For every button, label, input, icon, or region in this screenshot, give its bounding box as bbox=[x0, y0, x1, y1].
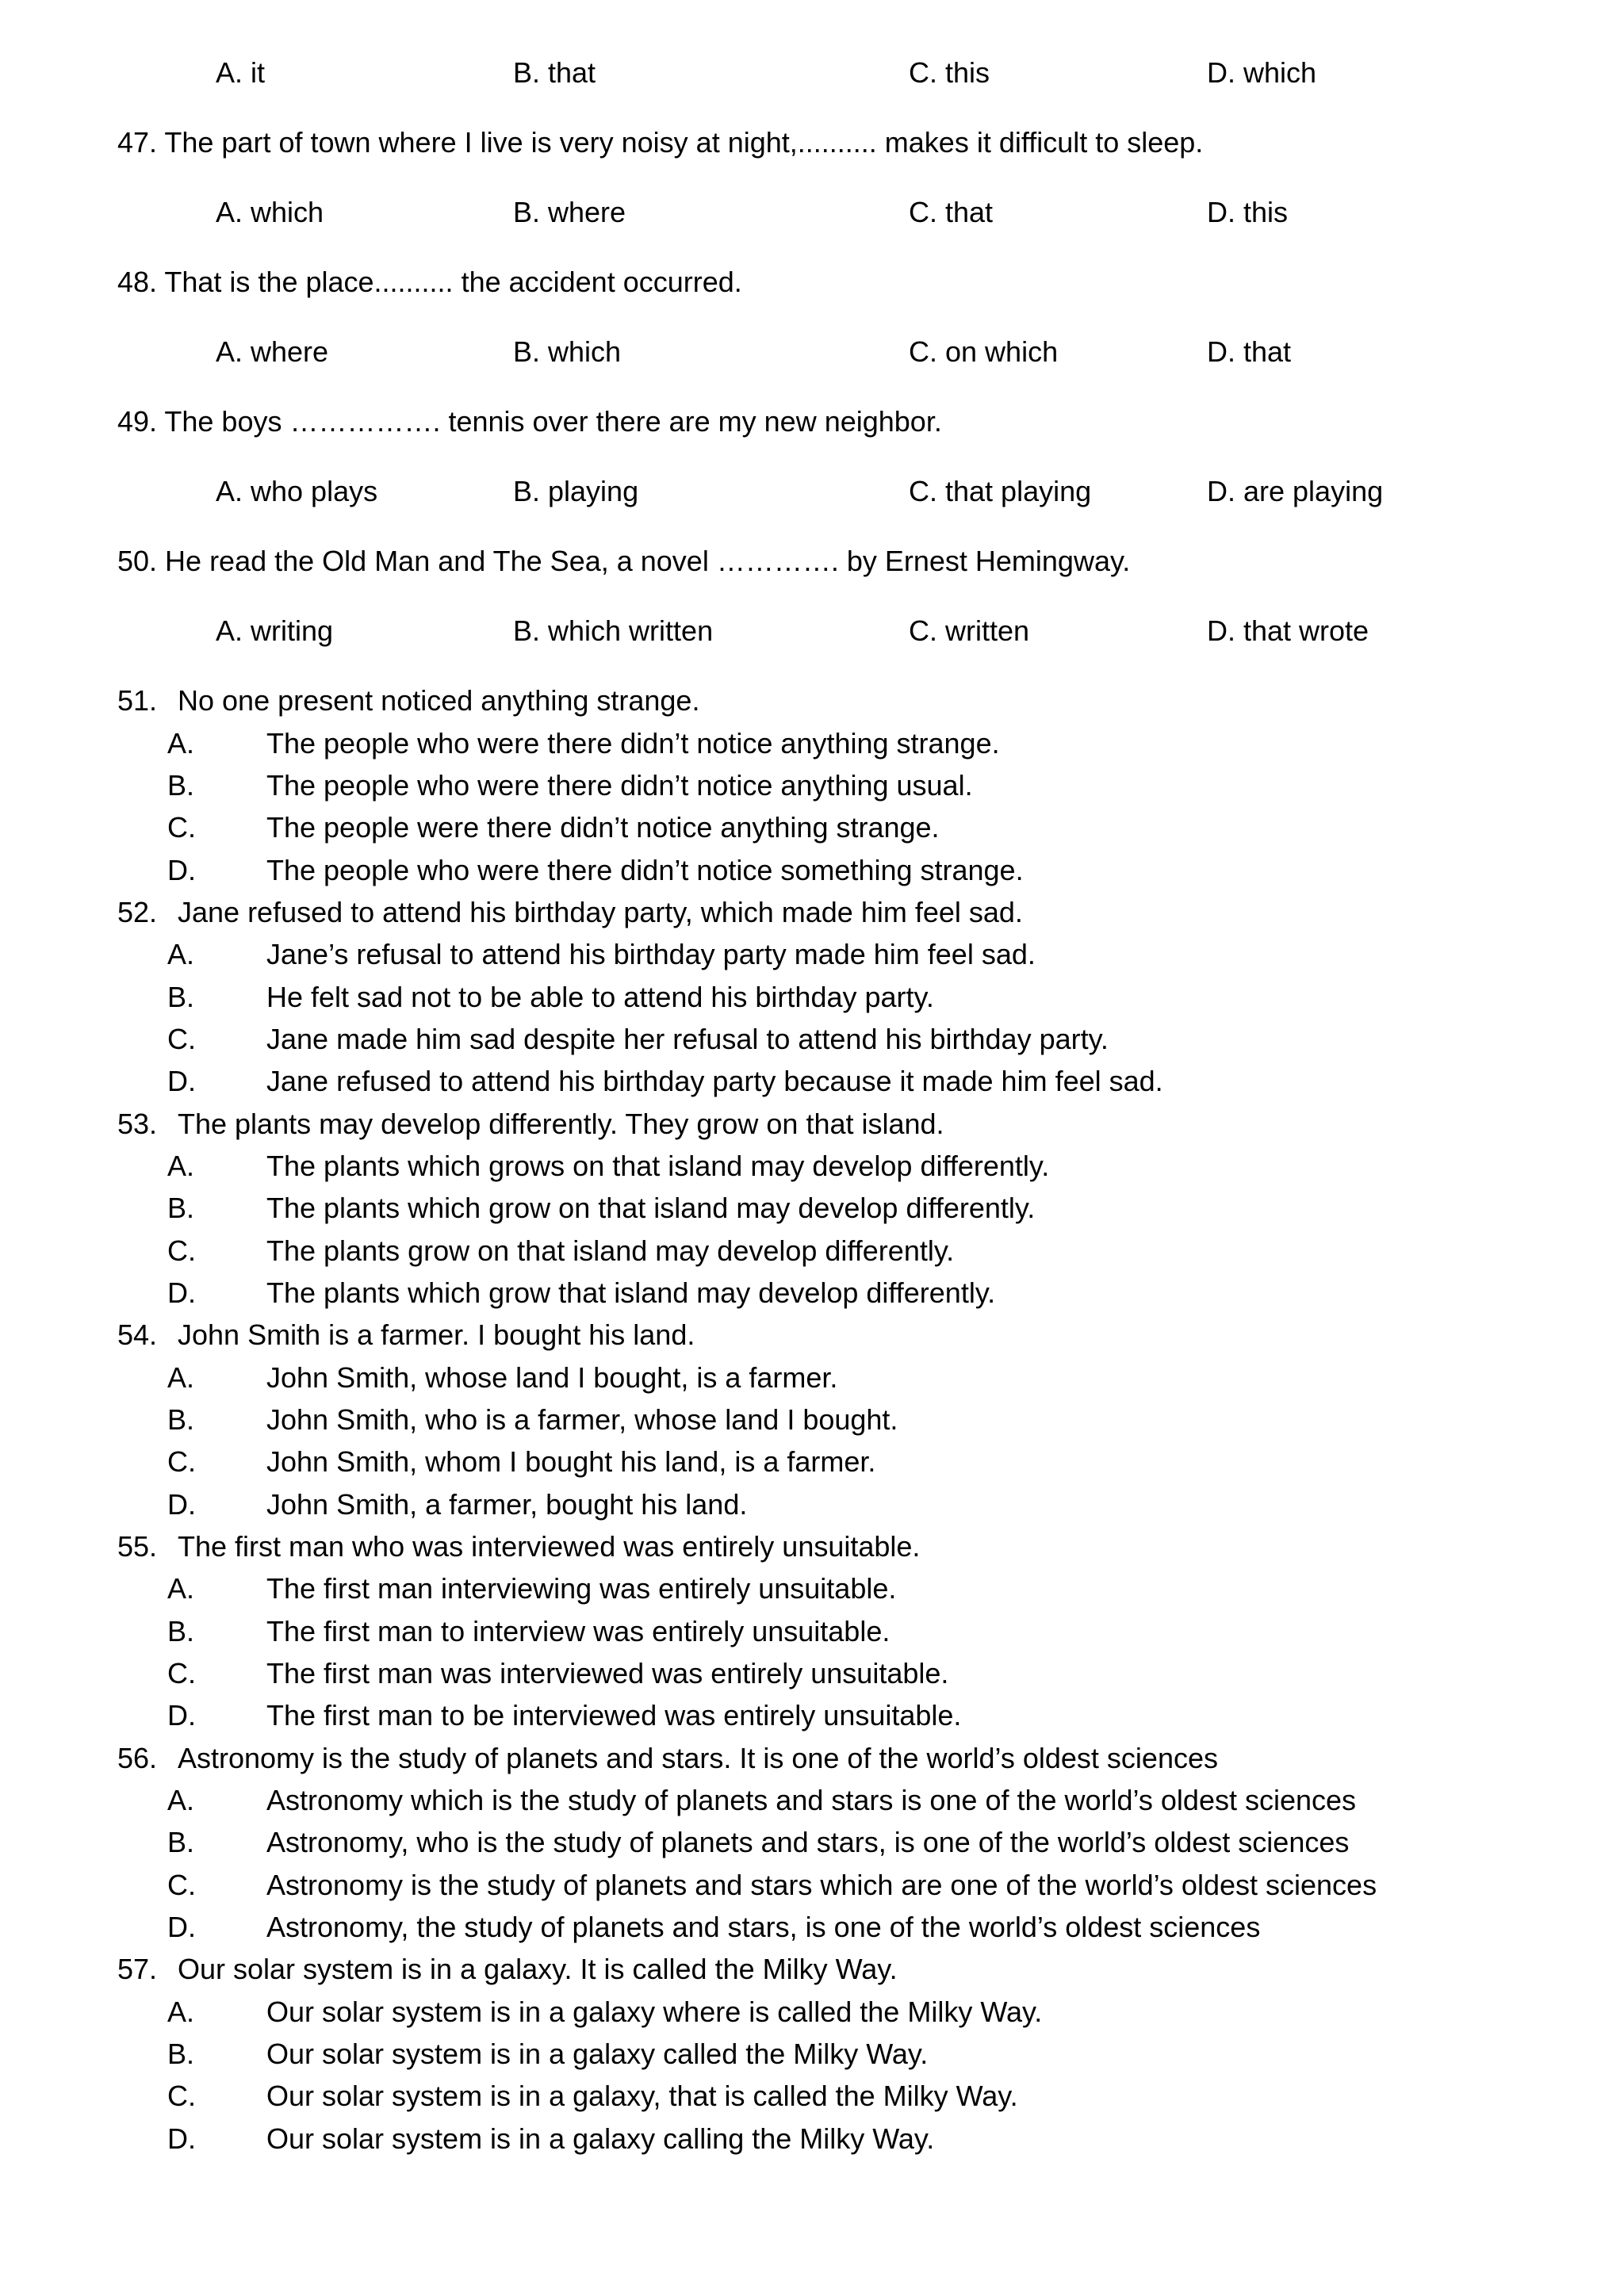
question-text: Astronomy is the study of planets and stars. It is one of the world’s oldest sciences bbox=[178, 1742, 1218, 1774]
q55-choice-a bbox=[167, 1571, 1595, 1606]
choice-text: The plants which grow that island may develop differently. bbox=[266, 1276, 996, 1309]
q54-choice-a bbox=[167, 1360, 1595, 1395]
choice-letter: A. bbox=[167, 938, 195, 970]
choice-letter: D. bbox=[167, 1276, 196, 1309]
q48-options bbox=[0, 335, 1624, 369]
choice-text: The people who were there didn’t notice anything strange. bbox=[266, 727, 1000, 760]
q57-choice-d bbox=[167, 2122, 1595, 2156]
choice-letter: D. bbox=[167, 1065, 196, 1097]
choice-text: The people who were there didn’t notice anything usual. bbox=[266, 769, 973, 802]
q50-stem: 50. He read the Old Man and The Sea, a novel …………. by Ernest Hemingway. bbox=[117, 545, 1131, 577]
choice-letter: D. bbox=[167, 1911, 196, 1943]
choice-letter: D. bbox=[167, 2122, 196, 2155]
choice-text: The first man interviewing was entirely unsuitable. bbox=[266, 1572, 897, 1605]
q53-choice-a bbox=[167, 1149, 1595, 1184]
choice-text: Astronomy which is the study of planets and stars is one of the world’s oldest sciences bbox=[266, 1784, 1357, 1816]
q54-choice-b bbox=[167, 1402, 1595, 1437]
question-text: Jane refused to attend his birthday party, which made him feel sad. bbox=[178, 896, 1023, 928]
q55-choice-d bbox=[167, 1698, 1595, 1733]
q49-options bbox=[0, 474, 1624, 509]
question-text: Our solar system is in a galaxy. It is called the Milky Way. bbox=[178, 1953, 898, 1985]
q48-stem: 48. That is the place.......... the accident occurred. bbox=[117, 266, 742, 298]
choice-letter: B. bbox=[167, 1403, 195, 1436]
q52-choice-c bbox=[167, 1022, 1595, 1057]
choice-text: John Smith, whom I bought his land, is a farmer. bbox=[266, 1445, 876, 1478]
choice-text: He felt sad not to be able to attend his birthday party. bbox=[266, 981, 934, 1013]
q50-option-a: A. writing bbox=[216, 614, 334, 647]
q52-choice-a bbox=[167, 937, 1595, 972]
choice-text: The first man to interview was entirely unsuitable. bbox=[266, 1615, 891, 1647]
choice-text: The plants which grows on that island may develop differently. bbox=[266, 1150, 1050, 1182]
choice-letter: D. bbox=[167, 1488, 196, 1521]
question-number: 53. bbox=[117, 1108, 158, 1140]
choice-letter: B. bbox=[167, 1826, 195, 1858]
choice-letter: A. bbox=[167, 1150, 195, 1182]
choice-text: John Smith, who is a farmer, whose land I bought. bbox=[266, 1403, 898, 1436]
q55-choice-c bbox=[167, 1656, 1595, 1691]
q46-options bbox=[0, 55, 1624, 90]
q50-option-c: C. written bbox=[909, 614, 1030, 647]
choice-letter: C. bbox=[167, 1234, 196, 1267]
question-number: 57. bbox=[117, 1953, 158, 1985]
choice-letter: C. bbox=[167, 1869, 196, 1901]
q49-option-b: B. playing bbox=[513, 475, 639, 507]
q49-option-d: D. are playing bbox=[1207, 475, 1384, 507]
q50-option-d: D. that wrote bbox=[1207, 614, 1369, 647]
q48-option-c: C. on which bbox=[909, 335, 1059, 368]
choice-letter: A. bbox=[167, 1361, 195, 1394]
q46-option-c: C. this bbox=[909, 56, 990, 89]
choice-letter: B. bbox=[167, 1192, 195, 1224]
q54-choice-c bbox=[167, 1445, 1595, 1479]
choice-letter: B. bbox=[167, 1615, 195, 1647]
q49-option-c: C. that playing bbox=[909, 475, 1092, 507]
q49-stem: 49. The boys ……………. tennis over there are my new neighbor. bbox=[117, 405, 942, 438]
question-text: The plants may develop differently. They grow on that island. bbox=[178, 1108, 944, 1140]
q46-option-b: B. that bbox=[513, 56, 596, 89]
q48-option-d: D. that bbox=[1207, 335, 1292, 368]
q56-choice-c bbox=[167, 1868, 1595, 1903]
choice-text: The plants which grow on that island may develop differently. bbox=[266, 1192, 1036, 1224]
choice-letter: A. bbox=[167, 1784, 195, 1816]
choice-text: Our solar system is in a galaxy, that is called the Milky Way. bbox=[266, 2080, 1018, 2112]
q48-option-b: B. which bbox=[513, 335, 622, 368]
choice-letter: D. bbox=[167, 854, 196, 886]
choice-text: Our solar system is in a galaxy where is called the Milky Way. bbox=[266, 1996, 1043, 2028]
question-text: John Smith is a farmer. I bought his land. bbox=[178, 1318, 695, 1351]
q54-choice-d bbox=[167, 1487, 1595, 1522]
q47-stem: 47. The part of town where I live is very noisy at night,.......... makes it difficult to sleep. bbox=[117, 126, 1204, 159]
q51-choice-b bbox=[167, 768, 1595, 803]
q51-choice-c bbox=[167, 810, 1595, 845]
choice-letter: C. bbox=[167, 1657, 196, 1689]
choice-letter: A. bbox=[167, 1996, 195, 2028]
q49-option-a: A. who plays bbox=[216, 475, 378, 507]
choice-text: The first man was interviewed was entirely unsuitable. bbox=[266, 1657, 949, 1689]
q50-options bbox=[0, 614, 1624, 649]
q52-choice-d bbox=[167, 1064, 1595, 1099]
choice-text: Our solar system is in a galaxy called the Milky Way. bbox=[266, 2038, 929, 2070]
q47-option-b: B. where bbox=[513, 196, 626, 228]
choice-letter: C. bbox=[167, 2080, 196, 2112]
choice-text: The first man to be interviewed was entirely unsuitable. bbox=[266, 1699, 962, 1732]
choice-text: Astronomy is the study of planets and stars which are one of the world’s oldest sciences bbox=[266, 1869, 1377, 1901]
question-text: The first man who was interviewed was entirely unsuitable. bbox=[178, 1530, 921, 1563]
choice-letter: C. bbox=[167, 1445, 196, 1478]
choice-text: Jane refused to attend his birthday party because it made him feel sad. bbox=[266, 1065, 1163, 1097]
choice-letter: B. bbox=[167, 769, 195, 802]
choice-text: Our solar system is in a galaxy calling the Milky Way. bbox=[266, 2122, 935, 2155]
choice-letter: B. bbox=[167, 981, 195, 1013]
choice-text: Jane made him sad despite her refusal to attend his birthday party. bbox=[266, 1023, 1109, 1055]
q57-choice-b bbox=[167, 2037, 1595, 2072]
choice-letter: D. bbox=[167, 1699, 196, 1732]
choice-letter: A. bbox=[167, 727, 195, 760]
q47-option-c: C. that bbox=[909, 196, 994, 228]
q57-choice-c bbox=[167, 2079, 1595, 2114]
q46-option-a: A. it bbox=[216, 56, 266, 89]
q53-choice-d bbox=[167, 1276, 1595, 1311]
choice-text: Astronomy, who is the study of planets and stars, is one of the world’s oldest sciences bbox=[266, 1826, 1350, 1858]
q48-option-a: A. where bbox=[216, 335, 329, 368]
choice-letter: C. bbox=[167, 811, 196, 844]
q51-choice-d bbox=[167, 853, 1595, 888]
question-number: 51. bbox=[117, 684, 158, 717]
question-number: 55. bbox=[117, 1530, 158, 1563]
choice-text: Jane’s refusal to attend his birthday party made him feel sad. bbox=[266, 938, 1036, 970]
choice-text: John Smith, a farmer, bought his land. bbox=[266, 1488, 748, 1521]
choice-text: The people were there didn’t notice anything strange. bbox=[266, 811, 940, 844]
q50-option-b: B. which written bbox=[513, 614, 714, 647]
q56-choice-b bbox=[167, 1825, 1595, 1860]
choice-text: The plants grow on that island may develop differently. bbox=[266, 1234, 955, 1267]
choice-text: John Smith, whose land I bought, is a farmer. bbox=[266, 1361, 838, 1394]
choice-letter: B. bbox=[167, 2038, 195, 2070]
choice-text: The people who were there didn’t notice something strange. bbox=[266, 854, 1024, 886]
q51-choice-a bbox=[167, 726, 1595, 761]
choice-text: Astronomy, the study of planets and stars, is one of the world’s oldest sciences bbox=[266, 1911, 1261, 1943]
q53-choice-b bbox=[167, 1191, 1595, 1226]
q57-choice-a bbox=[167, 1995, 1595, 2030]
q52-choice-b bbox=[167, 980, 1595, 1015]
q47-options bbox=[0, 195, 1624, 230]
question-number: 52. bbox=[117, 896, 158, 928]
choice-letter: A. bbox=[167, 1572, 195, 1605]
q56-choice-d bbox=[167, 1910, 1595, 1945]
q46-option-d: D. which bbox=[1207, 56, 1317, 89]
q56-choice-a bbox=[167, 1783, 1595, 1818]
question-text: No one present noticed anything strange. bbox=[178, 684, 700, 717]
q55-choice-b bbox=[167, 1614, 1595, 1649]
q53-choice-c bbox=[167, 1234, 1595, 1269]
q47-option-d: D. this bbox=[1207, 196, 1289, 228]
question-number: 56. bbox=[117, 1742, 158, 1774]
question-number: 54. bbox=[117, 1318, 158, 1351]
choice-letter: C. bbox=[167, 1023, 196, 1055]
q47-option-a: A. which bbox=[216, 196, 324, 228]
